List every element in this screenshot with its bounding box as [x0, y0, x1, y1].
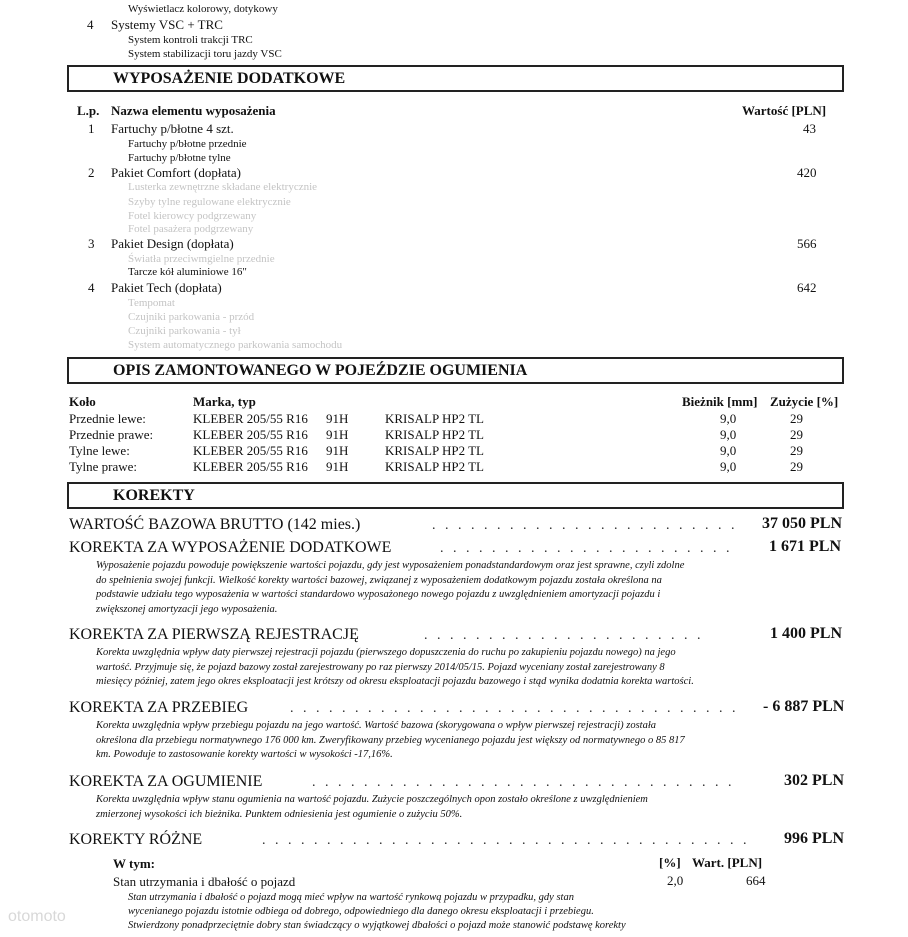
- col-brand: Marka, typ: [193, 394, 256, 409]
- tire-index: 91H: [326, 411, 349, 426]
- leader-dots: . . . . . . . . . . . . . . . . . . . . . . . . . . . . . . . . .: [312, 775, 735, 790]
- col-lp: L.p.: [77, 103, 100, 118]
- tire-wear: 29: [790, 427, 803, 442]
- tire-wear: 29: [790, 459, 803, 474]
- equip-value: 43: [803, 121, 816, 136]
- tire-wheel: Tylne lewe:: [69, 443, 130, 458]
- col-name: Nazwa elementu wyposażenia: [111, 103, 276, 118]
- leader-dots: . . . . . . . . . . . . . . . . . . . . . . . .: [432, 518, 738, 533]
- registration-correction-amount: 1 400 PLN: [770, 625, 842, 642]
- mileage-correction-label: KOREKTA ZA PRZEBIEG: [69, 699, 249, 716]
- watermark: otomoto: [8, 908, 66, 925]
- tire-tread: 9,0: [720, 443, 737, 458]
- col-value: Wartość [PLN]: [742, 103, 827, 118]
- tires-correction-amount: 302 PLN: [784, 772, 844, 789]
- display-feature-line: Wyświetlacz kolorowy, dotykowy: [128, 3, 278, 15]
- maintenance-row-value: 664: [746, 873, 766, 888]
- tires-correction-label: KOREKTA ZA OGUMIENIE: [69, 773, 263, 790]
- registration-correction-label: KOREKTA ZA PIERWSZĄ REJESTRACJĘ: [69, 626, 359, 643]
- tire-model: KRISALP HP2 TL: [385, 411, 484, 426]
- including-label: W tym:: [113, 856, 156, 871]
- tire-brand: KLEBER 205/55 R16: [193, 459, 308, 474]
- tire-wheel: Tylne prawe:: [69, 459, 138, 474]
- base-value-amount: 37 050 PLN: [762, 515, 842, 532]
- equip-sub: Czujniki parkowania - przód: [128, 311, 255, 323]
- corrections-heading: KOREKTY: [113, 487, 195, 504]
- equip-sub: Szyby tylne regulowane elektrycznie: [128, 196, 291, 208]
- equip-sub: Tempomat: [128, 297, 175, 309]
- tires-heading: OPIS ZAMONTOWANEGO W POJEŹDZIE OGUMIENIA: [113, 362, 528, 379]
- tire-tread: 9,0: [720, 411, 737, 426]
- tire-wear: 29: [790, 411, 803, 426]
- equip-sub: Fotel pasażera podgrzewany: [128, 223, 254, 235]
- tire-brand: KLEBER 205/55 R16: [193, 427, 308, 442]
- tire-tread: 9,0: [720, 427, 737, 442]
- col-wheel: Koło: [69, 394, 96, 409]
- item-sub: System kontroli trakcji TRC: [128, 34, 253, 46]
- tire-tread: 9,0: [720, 459, 737, 474]
- equipment-heading: WYPOSAŻENIE DODATKOWE: [113, 70, 346, 87]
- leader-dots: . . . . . . . . . . . . . . . . . . . . . . . . . . . . . . . . . . .: [290, 701, 739, 716]
- misc-correction-amount: 996 PLN: [784, 830, 844, 847]
- tires-heading-box: [67, 357, 844, 384]
- leader-dots: . . . . . . . . . . . . . . . . . . . . . . . . . . . . . . . . . . . . . .: [262, 833, 750, 848]
- equip-sub: Fartuchy p/błotne przednie: [128, 138, 247, 150]
- equip-name: Pakiet Tech (dopłata): [111, 280, 222, 295]
- maintenance-row-pct: 2,0: [667, 873, 684, 888]
- item-number: 4: [87, 17, 94, 32]
- col-val: Wart. [PLN]: [692, 855, 763, 870]
- tire-wheel: Przednie lewe:: [69, 411, 146, 426]
- base-value-label: WARTOŚĆ BAZOWA BRUTTO (142 mies.): [69, 516, 361, 533]
- equipment-correction-amount: 1 671 PLN: [769, 538, 841, 555]
- tire-model: KRISALP HP2 TL: [385, 443, 484, 458]
- tire-brand: KLEBER 205/55 R16: [193, 411, 308, 426]
- col-tread: Bieżnik [mm]: [682, 394, 758, 409]
- equip-sub: Czujniki parkowania - tył: [128, 325, 241, 337]
- equip-sub: Fartuchy p/błotne tylne: [128, 152, 231, 164]
- equip-name: Pakiet Design (dopłata): [111, 236, 234, 251]
- tire-model: KRISALP HP2 TL: [385, 459, 484, 474]
- equip-sub: Fotel kierowcy podgrzewany: [128, 210, 257, 222]
- equip-value: 420: [797, 165, 817, 180]
- tire-brand: KLEBER 205/55 R16: [193, 443, 308, 458]
- equip-no: 2: [88, 165, 95, 180]
- equip-name: Fartuchy p/błotne 4 szt.: [111, 121, 234, 136]
- equip-name: Pakiet Comfort (dopłata): [111, 165, 241, 180]
- tire-index: 91H: [326, 427, 349, 442]
- tire-index: 91H: [326, 443, 349, 458]
- equip-no: 4: [88, 280, 95, 295]
- equip-sub: System automatycznego parkowania samochodu: [128, 339, 343, 351]
- leader-dots: . . . . . . . . . . . . . . . . . . . . . .: [424, 628, 704, 643]
- equip-sub: Światła przeciwmgielne przednie: [128, 253, 275, 265]
- equip-value: 566: [797, 236, 817, 251]
- col-pct: [%]: [659, 855, 681, 870]
- leader-dots: . . . . . . . . . . . . . . . . . . . . . . .: [440, 541, 733, 556]
- item-sub: System stabilizacji toru jazdy VSC: [128, 48, 282, 60]
- equipment-heading-box: [67, 65, 844, 92]
- col-wear: Zużycie [%]: [770, 394, 839, 409]
- mileage-correction-amount: - 6 887 PLN: [763, 698, 845, 715]
- equip-sub: Lusterka zewnętrzne składane elektrycznie: [128, 181, 318, 193]
- item-name: Systemy VSC + TRC: [111, 17, 223, 32]
- tire-model: KRISALP HP2 TL: [385, 427, 484, 442]
- equip-no: 1: [88, 121, 95, 136]
- equip-no: 3: [88, 236, 95, 251]
- tire-wheel: Przednie prawe:: [69, 427, 154, 442]
- tire-index: 91H: [326, 459, 349, 474]
- equipment-correction-label: KOREKTA ZA WYPOSAŻENIE DODATKOWE: [69, 539, 392, 556]
- tire-wear: 29: [790, 443, 803, 458]
- misc-correction-label: KOREKTY RÓŻNE: [69, 831, 203, 848]
- maintenance-row-label: Stan utrzymania i dbałość o pojazd: [113, 874, 296, 889]
- corrections-heading-box: [67, 482, 844, 509]
- equip-sub: Tarcze kół aluminiowe 16": [128, 266, 247, 278]
- equip-value: 642: [797, 280, 817, 295]
